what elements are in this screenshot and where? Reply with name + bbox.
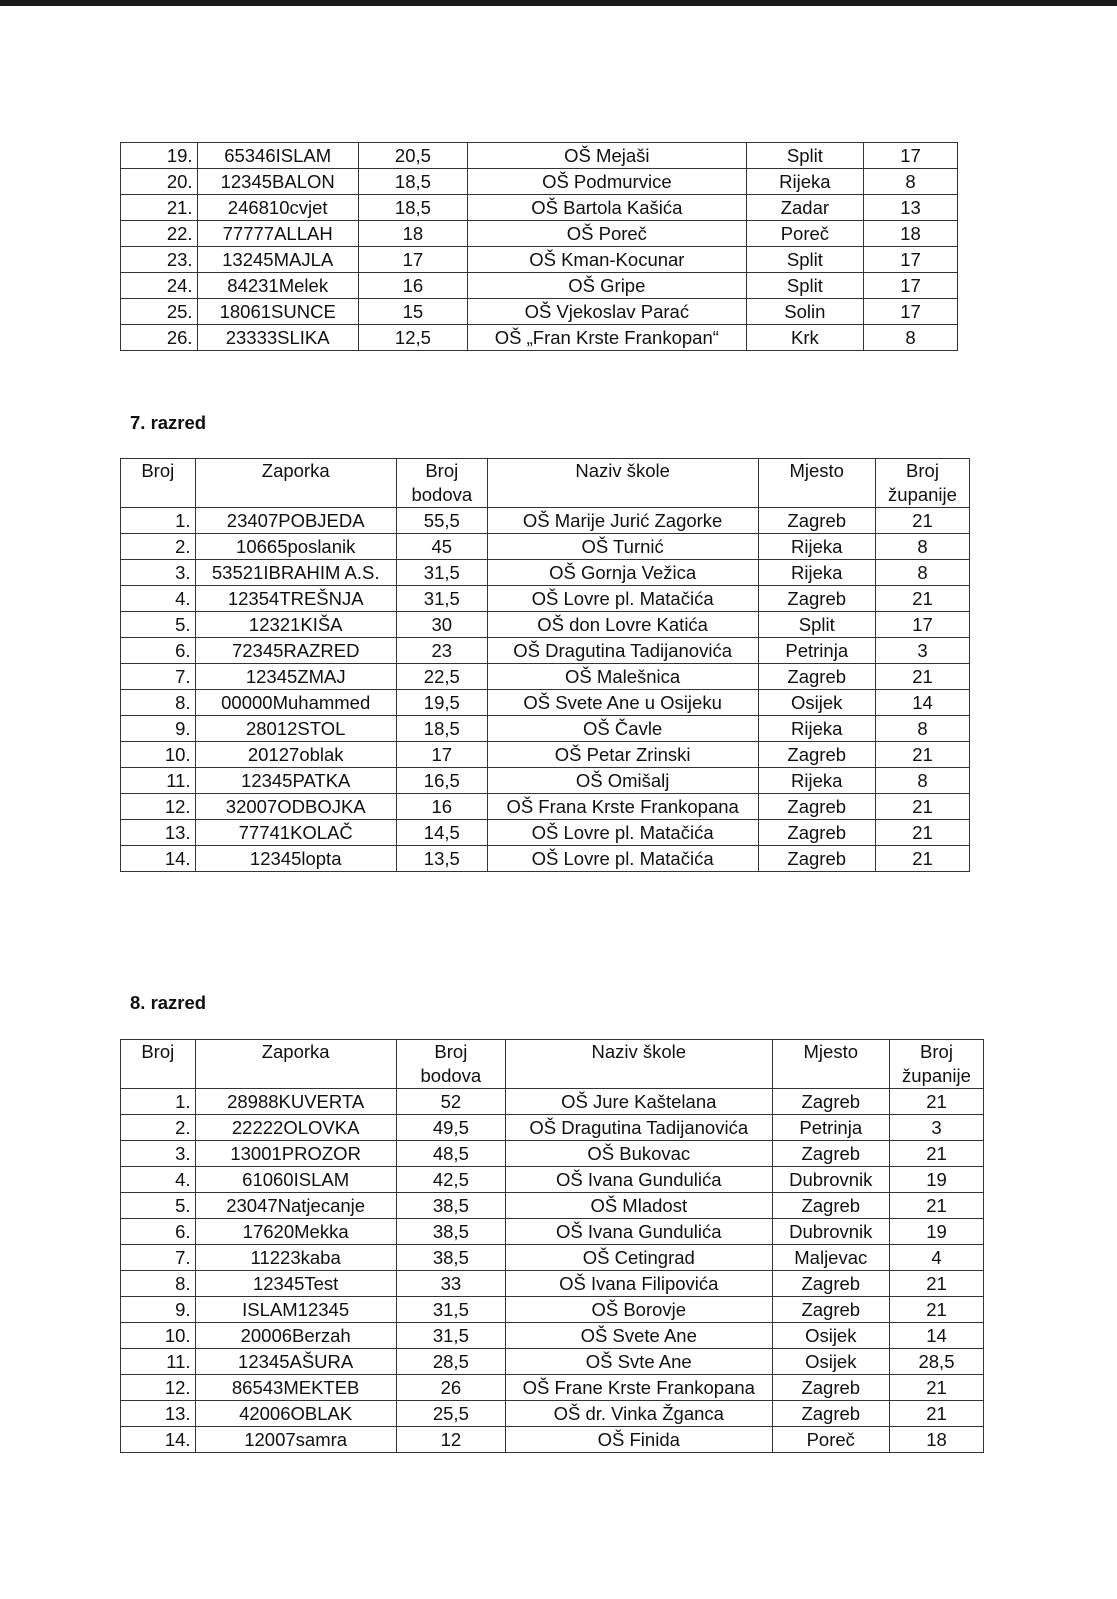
cell-county: 8 (875, 768, 969, 794)
cell-rank: 7. (121, 664, 196, 690)
grade-7-results-body (121, 508, 970, 872)
cell-rank: 1. (121, 508, 196, 534)
table-row (121, 247, 958, 273)
cell-county: 21 (889, 1271, 983, 1297)
cell-rank: 10. (121, 742, 196, 768)
cell-rank: 9. (121, 716, 196, 742)
cell-points: 18 (358, 221, 467, 247)
cell-points: 28,5 (396, 1349, 505, 1375)
cell-county: 21 (875, 846, 969, 872)
col-header-zaporka: Zaporka (195, 1040, 396, 1089)
grade-7-heading: 7. razred (130, 412, 207, 433)
table-row (121, 820, 970, 846)
cell-county: 21 (889, 1089, 983, 1115)
cell-rank: 1. (121, 1089, 196, 1115)
table-row (121, 1349, 984, 1375)
cell-town: Rijeka (758, 768, 875, 794)
cell-zaporka: 11223kaba (195, 1245, 396, 1271)
col-header-broj: Broj (121, 1040, 196, 1089)
table-row (121, 325, 958, 351)
cell-zaporka: 84231Melek (197, 273, 358, 299)
cell-points: 18,5 (358, 195, 467, 221)
cell-town: Split (746, 247, 863, 273)
cell-town: Zagreb (758, 586, 875, 612)
table-row (121, 1427, 984, 1453)
cell-school: OŠ dr. Vinka Žganca (506, 1401, 773, 1427)
cell-school: OŠ Dragutina Tadijanovića (487, 638, 758, 664)
cell-zaporka: 86543MEKTEB (195, 1375, 396, 1401)
cell-zaporka: 22222OLOVKA (195, 1115, 396, 1141)
cell-town: Split (746, 143, 863, 169)
table-row (121, 1245, 984, 1271)
cell-town: Zagreb (772, 1193, 889, 1219)
cell-town: Zagreb (758, 820, 875, 846)
table-row (121, 1401, 984, 1427)
cell-zaporka: 13245MAJLA (197, 247, 358, 273)
cell-zaporka: 12345lopta (195, 846, 396, 872)
grade-8-results-table (120, 1039, 984, 1453)
cell-rank: 8. (121, 690, 196, 716)
col-header-mjesto: Mjesto (772, 1040, 889, 1089)
cell-zaporka: 00000Muhammed (195, 690, 396, 716)
cell-rank: 12. (121, 794, 196, 820)
cell-points: 14,5 (396, 820, 487, 846)
grade-8-heading: 8. razred (130, 992, 207, 1013)
cell-points: 18,5 (396, 716, 487, 742)
cell-points: 38,5 (396, 1219, 505, 1245)
cell-county: 21 (889, 1297, 983, 1323)
cell-county: 17 (864, 299, 958, 325)
cell-school: OŠ Gornja Vežica (487, 560, 758, 586)
cell-school: OŠ Podmurvice (468, 169, 747, 195)
cell-town: Zagreb (758, 664, 875, 690)
cell-zaporka: 12354TREŠNJA (195, 586, 396, 612)
cell-points: 38,5 (396, 1193, 505, 1219)
cell-points: 31,5 (396, 1297, 505, 1323)
cell-county: 21 (875, 508, 969, 534)
cell-county: 8 (875, 716, 969, 742)
table-row (121, 716, 970, 742)
cell-points: 52 (396, 1089, 505, 1115)
cell-rank: 22. (121, 221, 198, 247)
cell-county: 18 (889, 1427, 983, 1453)
col-header-broj-zupanije: Broj županije (889, 1040, 983, 1089)
cell-county: 21 (889, 1375, 983, 1401)
cell-zaporka: 12321KIŠA (195, 612, 396, 638)
cell-zaporka: 72345RAZRED (195, 638, 396, 664)
cell-rank: 6. (121, 1219, 196, 1245)
cell-town: Zagreb (772, 1401, 889, 1427)
cell-town: Split (758, 612, 875, 638)
cell-school: OŠ Ivana Gundulića (506, 1167, 773, 1193)
cell-county: 8 (864, 169, 958, 195)
cell-points: 13,5 (396, 846, 487, 872)
cell-rank: 2. (121, 534, 196, 560)
table-row (121, 768, 970, 794)
cell-town: Solin (746, 299, 863, 325)
cell-zaporka: 12345Test (195, 1271, 396, 1297)
col-header-broj-zupanije: Broj županije (875, 459, 969, 508)
cell-county: 21 (875, 794, 969, 820)
cell-zaporka: 13001PROZOR (195, 1141, 396, 1167)
table-row (121, 143, 958, 169)
cell-county: 18 (864, 221, 958, 247)
cell-county: 17 (875, 612, 969, 638)
cell-county: 21 (875, 586, 969, 612)
cell-school: OŠ Ivana Filipovića (506, 1271, 773, 1297)
cell-zaporka: 17620Mekka (195, 1219, 396, 1245)
cell-town: Osijek (758, 690, 875, 716)
cell-county: 21 (875, 742, 969, 768)
table-row (121, 221, 958, 247)
cell-points: 45 (396, 534, 487, 560)
cell-zaporka: 12345BALON (197, 169, 358, 195)
cell-school: OŠ Dragutina Tadijanovića (506, 1115, 773, 1141)
cell-county: 17 (864, 143, 958, 169)
cell-rank: 19. (121, 143, 198, 169)
cell-school: OŠ Bukovac (506, 1141, 773, 1167)
cell-zaporka: 23333SLIKA (197, 325, 358, 351)
cell-rank: 3. (121, 560, 196, 586)
cell-points: 42,5 (396, 1167, 505, 1193)
table-row (121, 169, 958, 195)
cell-rank: 8. (121, 1271, 196, 1297)
cell-town: Zagreb (758, 794, 875, 820)
table-row (121, 638, 970, 664)
cell-points: 22,5 (396, 664, 487, 690)
cell-points: 12,5 (358, 325, 467, 351)
col-header-naziv-skole: Naziv škole (506, 1040, 773, 1089)
cell-school: OŠ Petar Zrinski (487, 742, 758, 768)
cell-school: OŠ Frane Krste Frankopana (506, 1375, 773, 1401)
cell-school: OŠ Lovre pl. Matačića (487, 820, 758, 846)
cell-zaporka: 246810cvjet (197, 195, 358, 221)
cell-zaporka: 12007samra (195, 1427, 396, 1453)
cell-points: 38,5 (396, 1245, 505, 1271)
cell-rank: 14. (121, 846, 196, 872)
col-header-broj-bodova: Broj bodova (396, 1040, 505, 1089)
header-row (121, 1040, 984, 1089)
cell-town: Petrinja (758, 638, 875, 664)
table-row (121, 1193, 984, 1219)
cell-town: Zagreb (772, 1089, 889, 1115)
top-edge-bar (0, 0, 1117, 6)
cell-school: OŠ Turnić (487, 534, 758, 560)
cell-rank: 7. (121, 1245, 196, 1271)
cell-county: 8 (875, 534, 969, 560)
cell-town: Krk (746, 325, 863, 351)
cell-points: 49,5 (396, 1115, 505, 1141)
table-row (121, 794, 970, 820)
cell-rank: 24. (121, 273, 198, 299)
cell-rank: 9. (121, 1297, 196, 1323)
table-row (121, 664, 970, 690)
cell-town: Zagreb (772, 1271, 889, 1297)
cell-rank: 3. (121, 1141, 196, 1167)
cell-county: 21 (889, 1141, 983, 1167)
cell-rank: 5. (121, 1193, 196, 1219)
table-row (121, 690, 970, 716)
cell-zaporka: 20127oblak (195, 742, 396, 768)
cell-points: 20,5 (358, 143, 467, 169)
cell-points: 16 (358, 273, 467, 299)
cell-school: OŠ Marije Jurić Zagorke (487, 508, 758, 534)
cell-zaporka: 18061SUNCE (197, 299, 358, 325)
cell-county: 21 (889, 1401, 983, 1427)
cell-county: 19 (889, 1219, 983, 1245)
cell-zaporka: 61060ISLAM (195, 1167, 396, 1193)
cell-town: Rijeka (758, 716, 875, 742)
cell-points: 17 (396, 742, 487, 768)
table-row (121, 1297, 984, 1323)
cell-school: OŠ Lovre pl. Matačića (487, 586, 758, 612)
cell-county: 4 (889, 1245, 983, 1271)
table-row (121, 1115, 984, 1141)
table-row (121, 1219, 984, 1245)
cell-school: OŠ Svte Ane (506, 1349, 773, 1375)
cell-zaporka: 20006Berzah (195, 1323, 396, 1349)
cell-town: Zadar (746, 195, 863, 221)
cell-school: OŠ Poreč (468, 221, 747, 247)
cell-town: Petrinja (772, 1115, 889, 1141)
cell-zaporka: 12345PATKA (195, 768, 396, 794)
cell-town: Zagreb (772, 1297, 889, 1323)
table-row (121, 1271, 984, 1297)
cell-school: OŠ Omišalj (487, 768, 758, 794)
cell-school: OŠ Svete Ane u Osijeku (487, 690, 758, 716)
cell-zaporka: 77777ALLAH (197, 221, 358, 247)
cell-school: OŠ Svete Ane (506, 1323, 773, 1349)
cell-zaporka: 42006OBLAK (195, 1401, 396, 1427)
cell-county: 21 (875, 664, 969, 690)
cell-county: 13 (864, 195, 958, 221)
cell-rank: 20. (121, 169, 198, 195)
cell-county: 17 (864, 247, 958, 273)
table-row (121, 299, 958, 325)
cell-school: OŠ Mejaši (468, 143, 747, 169)
cell-points: 15 (358, 299, 467, 325)
cell-zaporka: 23407POBJEDA (195, 508, 396, 534)
cell-points: 18,5 (358, 169, 467, 195)
cell-rank: 11. (121, 768, 196, 794)
cell-rank: 13. (121, 1401, 196, 1427)
cell-rank: 26. (121, 325, 198, 351)
cell-rank: 11. (121, 1349, 196, 1375)
cell-rank: 5. (121, 612, 196, 638)
cell-town: Rijeka (746, 169, 863, 195)
cell-town: Dubrovnik (772, 1167, 889, 1193)
cell-school: OŠ Gripe (468, 273, 747, 299)
table-row (121, 273, 958, 299)
cell-town: Zagreb (758, 508, 875, 534)
cell-school: OŠ Kman-Kocunar (468, 247, 747, 273)
cell-points: 26 (396, 1375, 505, 1401)
table-row (121, 560, 970, 586)
cell-points: 31,5 (396, 560, 487, 586)
cell-school: OŠ Malešnica (487, 664, 758, 690)
cell-school: OŠ Lovre pl. Matačića (487, 846, 758, 872)
cell-school: OŠ Borovje (506, 1297, 773, 1323)
table-row (121, 586, 970, 612)
cell-town: Osijek (772, 1349, 889, 1375)
table-row (121, 1323, 984, 1349)
table-row (121, 508, 970, 534)
cell-points: 12 (396, 1427, 505, 1453)
cell-school: OŠ „Fran Krste Frankopan“ (468, 325, 747, 351)
cell-zaporka: 12345ZMAJ (195, 664, 396, 690)
grade-7-results-table (120, 458, 970, 872)
cell-zaporka: 65346ISLAM (197, 143, 358, 169)
col-header-mjesto: Mjesto (758, 459, 875, 508)
col-header-zaporka: Zaporka (195, 459, 396, 508)
table-row (121, 1089, 984, 1115)
cell-school: OŠ Frana Krste Frankopana (487, 794, 758, 820)
cell-zaporka: 77741KOLAČ (195, 820, 396, 846)
cell-rank: 25. (121, 299, 198, 325)
col-header-naziv-skole: Naziv škole (487, 459, 758, 508)
cell-town: Maljevac (772, 1245, 889, 1271)
col-header-broj-bodova: Broj bodova (396, 459, 487, 508)
cell-town: Dubrovnik (772, 1219, 889, 1245)
cell-school: OŠ Finida (506, 1427, 773, 1453)
table-row (121, 1375, 984, 1401)
cell-town: Zagreb (772, 1375, 889, 1401)
cell-town: Zagreb (758, 742, 875, 768)
table-row (121, 612, 970, 638)
cell-points: 31,5 (396, 1323, 505, 1349)
cell-town: Poreč (772, 1427, 889, 1453)
cell-school: OŠ Cetingrad (506, 1245, 773, 1271)
table-row (121, 1141, 984, 1167)
cell-county: 3 (875, 638, 969, 664)
cell-zaporka: 23047Natjecanje (195, 1193, 396, 1219)
cell-points: 48,5 (396, 1141, 505, 1167)
cell-rank: 10. (121, 1323, 196, 1349)
cell-county: 28,5 (889, 1349, 983, 1375)
cell-points: 23 (396, 638, 487, 664)
cell-zaporka: 32007ODBOJKA (195, 794, 396, 820)
header-row (121, 459, 970, 508)
cell-points: 16,5 (396, 768, 487, 794)
cell-zaporka: 28012STOL (195, 716, 396, 742)
cell-points: 30 (396, 612, 487, 638)
table-row (121, 1167, 984, 1193)
cell-school: OŠ Ivana Gundulića (506, 1219, 773, 1245)
cell-rank: 23. (121, 247, 198, 273)
cell-school: OŠ Vjekoslav Parać (468, 299, 747, 325)
cell-points: 16 (396, 794, 487, 820)
results-table-continued (120, 142, 958, 351)
cell-county: 8 (875, 560, 969, 586)
cell-county: 14 (875, 690, 969, 716)
cell-county: 19 (889, 1167, 983, 1193)
cell-points: 25,5 (396, 1401, 505, 1427)
table-row (121, 846, 970, 872)
cell-school: OŠ Jure Kaštelana (506, 1089, 773, 1115)
cell-zaporka: 28988KUVERTA (195, 1089, 396, 1115)
cell-town: Zagreb (772, 1141, 889, 1167)
cell-county: 21 (875, 820, 969, 846)
cell-zaporka: ISLAM12345 (195, 1297, 396, 1323)
cell-rank: 2. (121, 1115, 196, 1141)
col-header-broj: Broj (121, 459, 196, 508)
cell-school: OŠ Bartola Kašića (468, 195, 747, 221)
cell-rank: 4. (121, 1167, 196, 1193)
cell-school: OŠ don Lovre Katića (487, 612, 758, 638)
cell-county: 14 (889, 1323, 983, 1349)
cell-zaporka: 10665poslanik (195, 534, 396, 560)
cell-rank: 14. (121, 1427, 196, 1453)
cell-county: 17 (864, 273, 958, 299)
cell-school: OŠ Mladost (506, 1193, 773, 1219)
cell-points: 31,5 (396, 586, 487, 612)
cell-town: Poreč (746, 221, 863, 247)
cell-points: 19,5 (396, 690, 487, 716)
cell-county: 8 (864, 325, 958, 351)
cell-rank: 4. (121, 586, 196, 612)
cell-county: 21 (889, 1193, 983, 1219)
table-row (121, 195, 958, 221)
cell-town: Osijek (772, 1323, 889, 1349)
cell-town: Split (746, 273, 863, 299)
cell-town: Rijeka (758, 534, 875, 560)
cell-zaporka: 12345AŠURA (195, 1349, 396, 1375)
cell-points: 17 (358, 247, 467, 273)
cell-school: OŠ Čavle (487, 716, 758, 742)
cell-rank: 6. (121, 638, 196, 664)
cell-county: 3 (889, 1115, 983, 1141)
cell-town: Zagreb (758, 846, 875, 872)
cell-points: 33 (396, 1271, 505, 1297)
grade-8-results-body (121, 1089, 984, 1453)
cell-points: 55,5 (396, 508, 487, 534)
cell-rank: 12. (121, 1375, 196, 1401)
cell-town: Rijeka (758, 560, 875, 586)
cell-zaporka: 53521IBRAHIM A.S. (195, 560, 396, 586)
cell-rank: 21. (121, 195, 198, 221)
table-row (121, 742, 970, 768)
table-row (121, 534, 970, 560)
cell-rank: 13. (121, 820, 196, 846)
results-table-continued-body (121, 143, 958, 351)
